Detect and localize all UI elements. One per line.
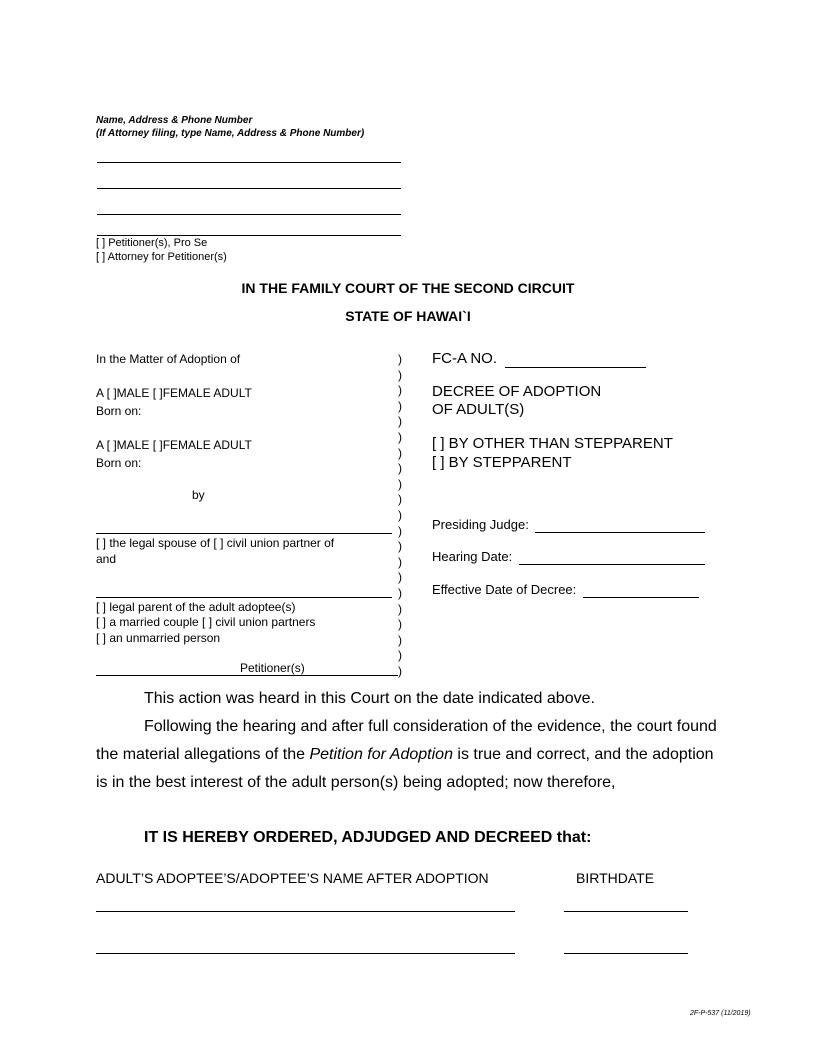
presiding-judge-label: Presiding Judge:	[432, 517, 529, 532]
by-label: by	[192, 488, 205, 502]
birthdate-line-1[interactable]	[564, 911, 688, 912]
paragraph-2-line-3: is in the best interest of the adult person(s) being adopted; now therefore,	[96, 774, 616, 791]
paren: )	[398, 570, 402, 585]
petitioner1-name-line[interactable]	[96, 533, 392, 534]
paragraph-2-line-2	[96, 746, 714, 764]
presiding-judge[interactable]	[432, 517, 705, 533]
paren: )	[398, 492, 402, 507]
paren: )	[398, 352, 402, 366]
paren: )	[398, 601, 402, 616]
paren: )	[398, 398, 402, 413]
paren: )	[398, 429, 402, 444]
effective-date-field[interactable]	[583, 582, 699, 598]
paren: )	[398, 461, 402, 476]
order-heading: IT IS HEREBY ORDERED, ADJUDGED AND DECREED that:	[144, 829, 592, 846]
paragraph-2-text-b: is true and correct, and the adoption	[452, 746, 714, 763]
paren: )	[398, 632, 402, 647]
attorney-checkbox[interactable]: [ ] Attorney for Petitioner(s)	[96, 251, 227, 263]
birthdate-line-2[interactable]	[564, 953, 688, 954]
birthdate-header: BIRTHDATE	[576, 870, 655, 886]
presiding-judge-field[interactable]	[535, 517, 705, 533]
name-line-1[interactable]	[96, 911, 515, 912]
paren: )	[398, 539, 402, 554]
spouse-checkbox-line[interactable]: [ ] the legal spouse of [ ] civil union partner of	[96, 536, 335, 550]
header-line-4[interactable]	[97, 235, 401, 236]
paren: )	[398, 476, 402, 491]
petition-title: Petition for Adoption	[309, 746, 453, 763]
header-line-3[interactable]	[97, 214, 401, 215]
paren: )	[398, 663, 402, 678]
married-checkbox[interactable]: [ ] a married couple [ ] civil union partners	[96, 615, 316, 629]
paren: )	[398, 585, 402, 600]
case-number-field[interactable]	[505, 350, 646, 368]
matter-label: In the Matter of Adoption of	[96, 352, 241, 366]
paren: )	[398, 523, 402, 538]
caption-divider	[398, 352, 402, 679]
petitioner2-name-line[interactable]	[96, 597, 392, 598]
paren: )	[398, 367, 402, 382]
and-label: and	[96, 552, 117, 566]
effective-date[interactable]	[432, 582, 699, 598]
adoptee1-born-label: Born on:	[96, 404, 142, 418]
legal-parent-checkbox[interactable]: [ ] legal parent of the adult adoptee(s)	[96, 600, 296, 614]
adoptee1-gender[interactable]: A [ ]MALE [ ]FEMALE ADULT	[96, 386, 252, 400]
form-number: 2F-P-537 (11/2019)	[690, 1010, 751, 1017]
court-state: STATE OF HAWAI`I	[345, 308, 471, 324]
effective-date-label: Effective Date of Decree:	[432, 582, 577, 597]
name-after-adoption-header: ADULT’S ADOPTEE’S/ADOPTEE’S NAME AFTER ADOPTION	[96, 870, 489, 886]
hearing-date-field[interactable]	[519, 549, 705, 565]
court-name: IN THE FAMILY COURT OF THE SECOND CIRCUIT	[241, 280, 575, 296]
paren: )	[398, 414, 402, 429]
case-number-label: FC-A NO.	[432, 350, 498, 367]
name-line-2[interactable]	[96, 953, 515, 954]
adoptee2-born-label: Born on:	[96, 456, 142, 470]
header-line-1[interactable]	[97, 162, 401, 163]
doc-title-2: OF ADULT(S)	[432, 401, 525, 418]
paren: )	[398, 648, 402, 663]
paragraph-2-text-a: the material allegations of the	[96, 746, 310, 763]
petitioners-label: Petitioner(s)	[240, 661, 305, 675]
stepparent-checkbox[interactable]: [ ] BY STEPPARENT	[432, 454, 572, 471]
paren: )	[398, 445, 402, 460]
case-number[interactable]	[432, 350, 646, 368]
paren: )	[398, 554, 402, 569]
header-line-2[interactable]	[97, 188, 401, 189]
adoptee2-gender[interactable]: A [ ]MALE [ ]FEMALE ADULT	[96, 438, 252, 452]
paren: )	[398, 383, 402, 398]
pro-se-checkbox[interactable]: [ ] Petitioner(s), Pro Se	[96, 237, 208, 249]
paren: )	[398, 617, 402, 632]
paren: )	[398, 507, 402, 522]
paragraph-1: This action was heard in this Court on the date indicated above.	[144, 690, 595, 707]
hearing-date[interactable]	[432, 549, 705, 565]
hearing-date-label: Hearing Date:	[432, 549, 513, 564]
unmarried-checkbox[interactable]: [ ] an unmarried person	[96, 631, 221, 645]
petitioners-underline	[96, 675, 398, 676]
header-attorney-note: (If Attorney filing, type Name, Address & Phone Number)	[96, 128, 365, 139]
header-name-address: Name, Address & Phone Number	[96, 115, 253, 126]
paragraph-2-line-1: Following the hearing and after full consideration of the evidence, the court found	[144, 718, 717, 735]
doc-title-1: DECREE OF ADOPTION	[432, 383, 602, 400]
other-than-stepparent-checkbox[interactable]: [ ] BY OTHER THAN STEPPARENT	[432, 435, 673, 452]
